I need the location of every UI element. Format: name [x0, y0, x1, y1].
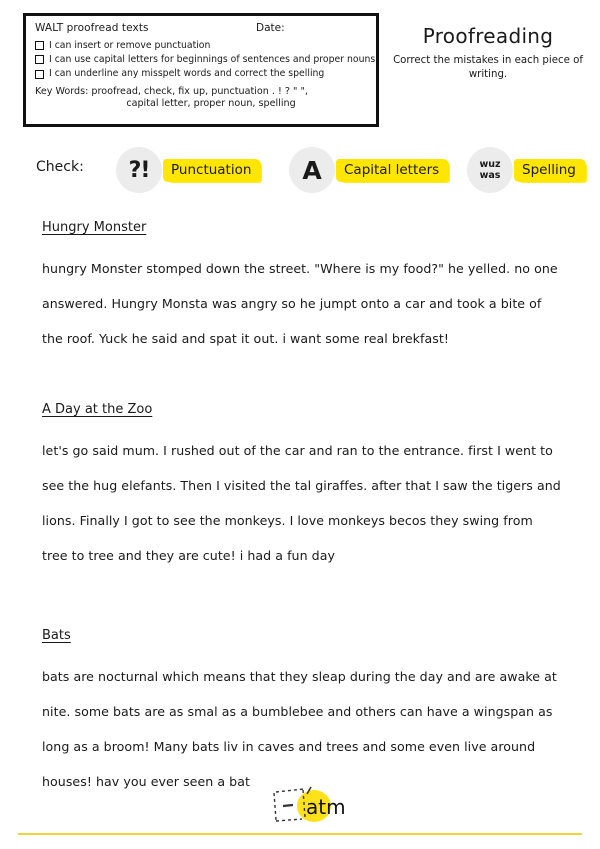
- checkbox-icon[interactable]: [35, 55, 44, 64]
- passage-heading: Bats: [42, 628, 71, 643]
- walt-objectives-box: [23, 13, 379, 127]
- page-title: Proofreading: [422, 24, 554, 48]
- title-block: [388, 24, 588, 81]
- key-words-block: [26, 82, 376, 111]
- objective-label: I can underline any misspelt words and correct the spelling: [49, 68, 325, 80]
- footer-divider: [18, 833, 582, 835]
- logo-dashed-top: [276, 789, 304, 792]
- passage-hungry-monster: [42, 220, 562, 356]
- passage-heading: Hungry Monster: [42, 220, 147, 235]
- objective-label: I can insert or remove punctuation: [49, 40, 211, 51]
- check-label: Check:: [36, 159, 84, 175]
- passage-text[interactable]: let's go said mum. I rushed out of the car and ran to the entrance. first I went to see the hug elefants. Then I visited the tal giraffes. after that I saw the tigers and lions. Finally I got to see the monkeys. I love monkeys becos they swing from tree to tree and they are cute! i had a fun day: [42, 443, 561, 563]
- legend-label-punctuation: Punctuation: [164, 159, 259, 181]
- punctuation-marks-icon: ?!: [128, 157, 150, 183]
- date-label: Date:: [256, 22, 285, 34]
- checkbox-icon[interactable]: [35, 41, 44, 50]
- logo-dashed-left: [274, 793, 276, 820]
- walt-header-row: [26, 16, 376, 34]
- objective-item[interactable]: [35, 39, 367, 52]
- checkbox-icon[interactable]: [35, 70, 44, 79]
- misspelled-word: wuz: [479, 159, 501, 170]
- logo-dash-mark: [283, 805, 293, 806]
- objectives-list: [26, 39, 376, 81]
- passage-text[interactable]: bats are nocturnal which means that they sleap during the day and are awake at nite. some bats are as smal as a bumblebee and others can have a wingspan as long as a broom! Many bats liv in caves and trees and some even live around houses! hav you ever seen a bat: [42, 669, 557, 789]
- atm-logo: [262, 780, 348, 828]
- logo-dashed-bottom: [276, 819, 302, 821]
- legend-label-spelling: Spelling: [515, 159, 584, 181]
- objective-item[interactable]: [35, 67, 367, 80]
- key-words-line-2: capital letter, proper noun, spelling: [126, 98, 296, 110]
- legend-label-capitals: Capital letters: [337, 159, 447, 181]
- legend-badge-capitals: [289, 143, 447, 197]
- check-legend-row: [36, 143, 581, 197]
- objective-label: I can use capital letters for beginnings of sentences and proper nouns: [49, 54, 376, 66]
- legend-badge-punctuation: [116, 143, 259, 197]
- misspelled-word-icon: [467, 159, 513, 181]
- passage-text[interactable]: hungry Monster stomped down the street. "Where is my food?" he yelled. no one answered. Hungry Monsta was angry so he jumpt onto a car and took a bite of the roof. Yuck he said and spat it out. i want some real brekfast!: [42, 261, 558, 346]
- objective-item[interactable]: [35, 53, 376, 66]
- walt-title: WALT proofread texts: [35, 22, 149, 34]
- legend-badge-spelling: [467, 143, 584, 197]
- passage-a-day-at-the-zoo: [42, 402, 562, 573]
- logo-text: atm: [306, 795, 346, 819]
- page-subtitle: Correct the mistakes in each piece of writing.: [393, 55, 583, 80]
- key-words-line-1: Key Words: proofread, check, fix up, punctuation . ! ? " ",: [35, 85, 308, 97]
- capital-letter-a-icon: A: [302, 155, 322, 185]
- passage-bats: [42, 628, 562, 799]
- corrected-word: was: [479, 170, 501, 181]
- passage-heading: A Day at the Zoo: [42, 402, 153, 417]
